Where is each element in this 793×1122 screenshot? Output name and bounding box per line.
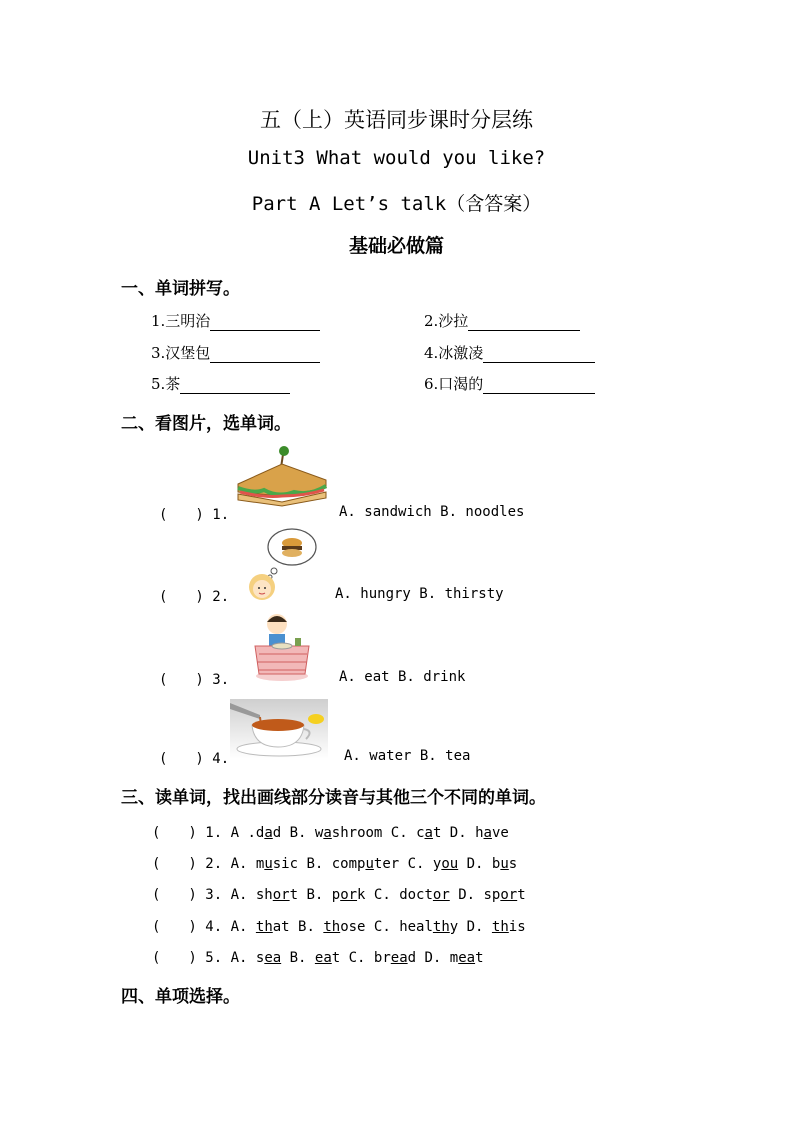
sandwich-picture: [234, 444, 330, 508]
answer-blank[interactable]: [180, 377, 290, 394]
underlined-part: th: [255, 919, 273, 935]
spelling-item: [151, 373, 290, 394]
option-text: B.: [281, 950, 315, 966]
section3-heading: 三、读单词，找出画线部分读音与其他三个不同的单词。: [121, 788, 546, 808]
hungry-girl-picture: [244, 525, 318, 601]
answer-blank[interactable]: [483, 346, 595, 363]
underlined-part: u: [500, 856, 509, 872]
option-text: d B. w: [272, 825, 324, 841]
question-number: ( ) 5.: [152, 950, 223, 966]
spelling-prompt: 6.口渴的: [424, 375, 484, 393]
phonics-question: [152, 853, 517, 873]
phonics-question: [152, 947, 484, 967]
option-text: is: [508, 919, 526, 935]
underlined-part: or: [340, 887, 358, 903]
underlined-part: a: [323, 825, 332, 841]
question-options: A. hungry B. thirsty: [335, 586, 504, 602]
option-text: d D. m: [407, 950, 459, 966]
underlined-part: ou: [441, 856, 459, 872]
part-title: Part A Let’s talk（含答案）: [251, 193, 542, 215]
spelling-prompt: 5.茶: [151, 375, 181, 393]
option-text: D. sp: [449, 887, 501, 903]
boy-eating-picture: [249, 610, 315, 682]
question-options: A. water B. tea: [344, 748, 471, 764]
question-number: ( ) 3.: [159, 672, 230, 688]
underlined-part: th: [432, 919, 450, 935]
phonics-question: [152, 822, 509, 842]
option-text: D. b: [458, 856, 501, 872]
option-text: ve: [491, 825, 509, 841]
question-number: ( ) 1.: [152, 825, 223, 841]
spelling-item: [424, 342, 595, 363]
page-title: 五（上）英语同步课时分层练: [260, 108, 533, 132]
section1-heading: 一、单词拼写。: [121, 279, 240, 299]
option-text: t: [517, 887, 526, 903]
spelling-prompt: 4.冰激凌: [424, 344, 484, 362]
option-text: t C. br: [331, 950, 391, 966]
underlined-part: ea: [314, 950, 332, 966]
option-text: A. s: [230, 950, 265, 966]
answer-blank[interactable]: [468, 314, 580, 331]
level-title: 基础必做篇: [348, 235, 444, 257]
spelling-prompt: 1.三明治: [151, 312, 211, 330]
option-text: s: [508, 856, 518, 872]
underlined-part: u: [264, 856, 273, 872]
underlined-part: a: [264, 825, 273, 841]
question-options: A. eat B. drink: [339, 669, 466, 685]
question-number: ( ) 3.: [152, 887, 223, 903]
spelling-item: [424, 373, 595, 394]
question-options: A. sandwich B. noodles: [339, 504, 525, 520]
underlined-part: or: [272, 887, 290, 903]
spelling-item: [151, 310, 320, 331]
phonics-question: [152, 884, 526, 904]
spelling-prompt: 3.汉堡包: [151, 344, 211, 362]
question-number: ( ) 2.: [159, 589, 230, 605]
option-text: sic B. comp: [272, 856, 366, 872]
option-text: d: [255, 825, 265, 841]
underlined-part: ea: [458, 950, 476, 966]
underlined-part: a: [483, 825, 492, 841]
question-number: ( ) 4.: [159, 751, 230, 767]
answer-blank[interactable]: [210, 314, 320, 331]
phonics-question: [152, 916, 526, 936]
option-text: shroom C. c: [331, 825, 425, 841]
option-text: t B. p: [289, 887, 341, 903]
answer-blank[interactable]: [483, 377, 595, 394]
spelling-prompt: 2.沙拉: [424, 312, 469, 330]
option-text: y D.: [449, 919, 492, 935]
underlined-part: ea: [264, 950, 282, 966]
question-number: ( ) 1.: [159, 507, 230, 523]
section2-heading: 二、看图片，选单词。: [121, 414, 291, 434]
underlined-part: or: [500, 887, 518, 903]
option-text: t D. h: [432, 825, 484, 841]
underlined-part: u: [365, 856, 374, 872]
spelling-item: [151, 342, 320, 363]
answer-blank[interactable]: [210, 346, 320, 363]
underlined-part: or: [432, 887, 450, 903]
option-text: A. m: [230, 856, 265, 872]
option-text: at B.: [272, 919, 324, 935]
underlined-part: a: [424, 825, 433, 841]
option-text: A.: [230, 919, 256, 935]
option-text: A .: [230, 825, 256, 841]
spelling-item: [424, 310, 580, 331]
underlined-part: th: [323, 919, 341, 935]
option-text: ter C. y: [373, 856, 442, 872]
tea-cup-picture: [230, 699, 328, 759]
option-text: ose C. heal: [340, 919, 433, 935]
option-text: k C. doct: [357, 887, 433, 903]
section4-heading: 四、单项选择。: [121, 987, 240, 1007]
option-text: A. sh: [230, 887, 273, 903]
underlined-part: ea: [390, 950, 408, 966]
underlined-part: th: [491, 919, 509, 935]
option-text: t: [475, 950, 484, 966]
question-number: ( ) 4.: [152, 919, 223, 935]
question-number: ( ) 2.: [152, 856, 223, 872]
unit-title: Unit3 What would you like?: [247, 147, 546, 169]
